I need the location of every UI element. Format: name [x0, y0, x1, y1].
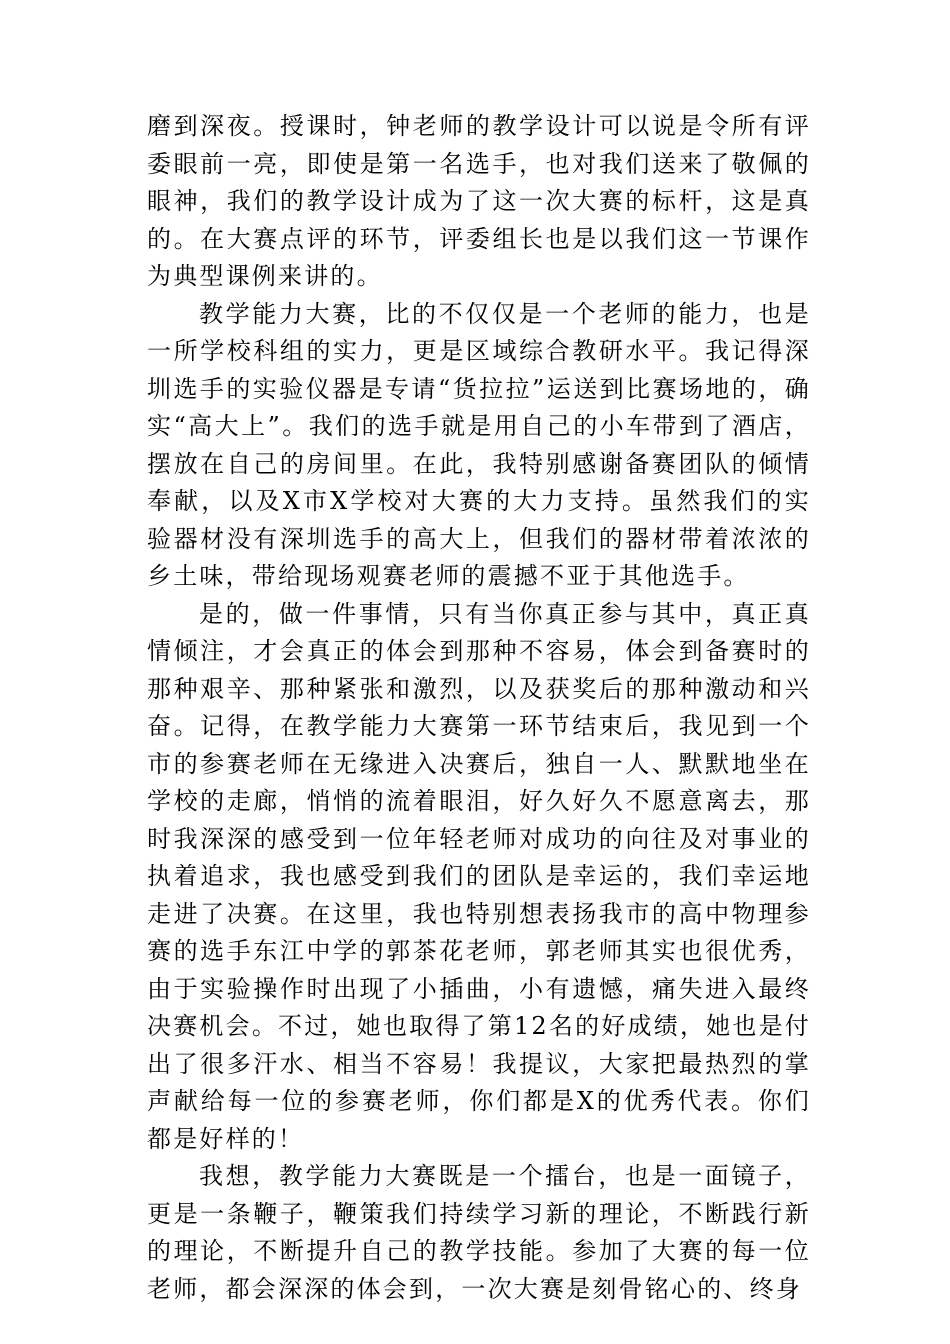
paragraph-3: 是的，做一件事情，只有当你真正参与其中，真正真情倾注，才会真正的体会到那种不容易，体会到备赛时的那种艰辛、那种紧张和激烈，以及获奖后的那种激动和兴奋。记得，在教学能力大赛第一环节结束后，我见到一个市的参赛老师在无缘进入决赛后，独自一人、默默地坐在学校的走廊，悄悄的流着眼泪，好久好久不愿意离去，那时我深深的感受到一位年轻老师对成功的向往及对事业的执着追求，我也感受到我们的团队是幸运的，我们幸运地走进了决赛。在这里，我也特别想表扬我市的高中物理参赛的选手东江中学的郭茶花老师，郭老师其实也很优秀，由于实验操作时出现了小插曲，小有遗憾，痛失进入最终决赛机会。不过，她也取得了第12名的好成绩，她也是付出了很多汗水、相当不容易！我提议，大家把最热烈的掌声献给每一位的参赛老师，你们都是X的优秀代表。你们都是好样的！ — [147, 599, 811, 1153]
paragraph-2: 教学能力大赛，比的不仅仅是一个老师的能力，也是一所学校科组的实力，更是区域综合教研水平。我记得深圳选手的实验仪器是专请“货拉拉”运送到比赛场地的，确实“高大上”。我们的选手就是用自己的小车带到了酒店，摆放在自己的房间里。在此，我特别感谢备赛团队的倾情奉献，以及X市X学校对大赛的大力支持。虽然我们的实验器材没有深圳选手的高大上，但我们的器材带着浓浓的乡土味，带给现场观赛老师的震撼不亚于其他选手。 — [147, 299, 811, 590]
paragraph-4: 我想，教学能力大赛既是一个擂台，也是一面镜子，更是一条鞭子，鞭策我们持续学习新的理论，不断践行新的理论，不断提升自己的教学技能。参加了大赛的每一位老师，都会深深的体会到，一次大赛是刻骨铭心的、终身 — [147, 1162, 811, 1303]
document-body — [147, 108, 811, 1308]
paragraph-1: 磨到深夜。授课时，钟老师的教学设计可以说是令所有评委眼前一亮，即使是第一名选手，也对我们送来了敬佩的眼神，我们的教学设计成为了这一次大赛的标杆，这是真的。在大赛点评的环节，评委组长也是以我们这一节课作为典型课例来讲的。 — [147, 112, 811, 290]
